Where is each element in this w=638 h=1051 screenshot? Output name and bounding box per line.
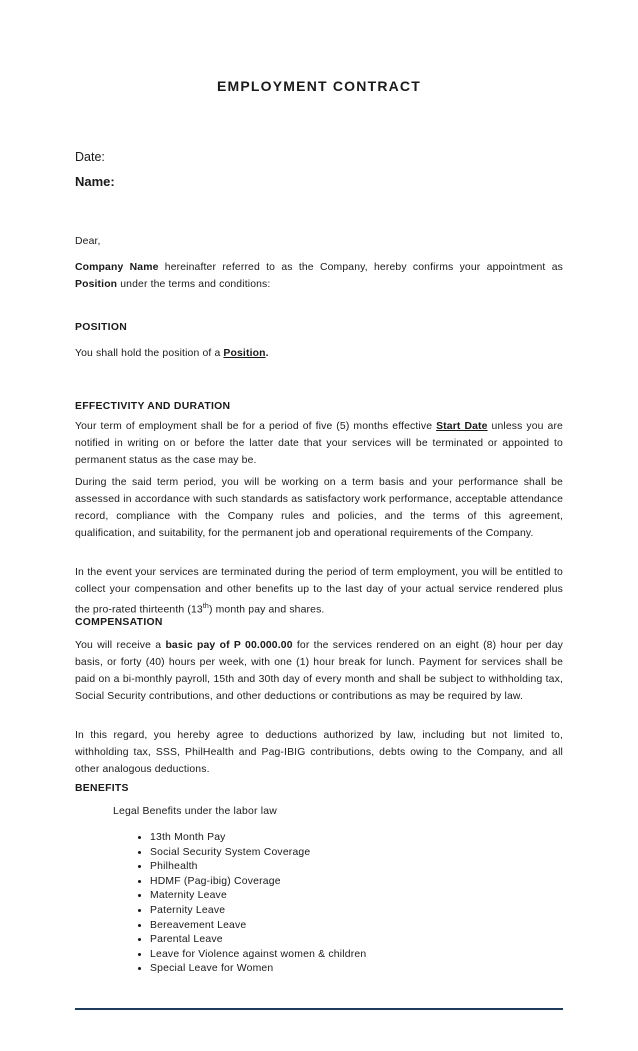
benefits-heading: BENEFITS: [75, 783, 129, 794]
list-item: • Bereavement Leave: [150, 919, 366, 934]
effectivity-paragraph-1: Your term of employment shall be for a period of five (5) months effective Start Date unless you are notified in writing on or before the latter date that your services will be terminated or appointed to permanent status as the case may be.: [75, 421, 563, 466]
start-date: Start Date: [436, 421, 488, 432]
document-title: EMPLOYMENT CONTRACT: [216, 78, 421, 94]
footer-rule: [75, 1008, 563, 1010]
benefits-list: [112, 831, 366, 977]
compensation-heading: COMPENSATION: [75, 617, 163, 628]
position-paragraph: You shall hold the position of a Position.: [75, 348, 269, 359]
company-name: Company Name: [75, 262, 159, 273]
list-item: • Maternity Leave: [150, 889, 366, 904]
list-item: • Philhealth: [150, 860, 366, 875]
benefits-intro: Legal Benefits under the labor law: [113, 806, 277, 817]
date-label: Date:: [75, 150, 105, 164]
list-item: • 13th Month Pay: [150, 831, 366, 846]
list-item: • Parental Leave: [150, 933, 366, 948]
effectivity-heading: EFFECTIVITY AND DURATION: [75, 401, 231, 412]
name-label: Name:: [75, 174, 115, 189]
effectivity-paragraph-3: In the event your services are terminated during the period of term employment, you will be entitled to collect your compensation and other benefits up to the last day of your actual service rendered plus the pro-rated thirteenth (13th) month pay and shares.: [75, 567, 563, 616]
list-item: • Paternity Leave: [150, 904, 366, 919]
effectivity-paragraph-2: During the said term period, you will be working on a term basis and your performance shall be assessed in accordance with such standards as satisfactory work performance, acceptable attendance record, compliance with the Company rules and policies, and the terms of this agreement, qualification, and suitability, for the permanent job and operational requirements of the Company.: [75, 477, 563, 539]
position-value: Position: [223, 348, 266, 359]
compensation-paragraph-1: You will receive a basic pay of P 00.000.00 for the services rendered on an eight (8) hour per day basis, or forty (40) hours per week, with one (1) hour break for lunch. Payment for services shall be paid on a bi-monthly payroll, 15th and 30th day of every month and shall be subject to withholding tax, Social Security contributions, and other deductions or contributions as may be required by law.: [75, 640, 563, 702]
position-heading: POSITION: [75, 322, 128, 333]
list-item: • HDMF (Pag-ibig) Coverage: [150, 875, 366, 890]
intro-position: Position: [75, 279, 118, 290]
list-item: • Leave for Violence against women & children: [150, 948, 366, 963]
intro-paragraph: Company Name hereinafter referred to as the Company, hereby confirms your appointment as Position under the terms and conditions:: [75, 262, 563, 290]
list-item: • Social Security System Coverage: [150, 846, 366, 861]
list-item: • Special Leave for Women: [150, 962, 366, 977]
salutation: Dear,: [75, 236, 101, 247]
compensation-paragraph-2: In this regard, you hereby agree to deductions authorized by law, including but not limited to, withholding tax, SSS, PhilHealth and Pag-IBIG contributions, debts owing to the Company, and all other analogous deductions.: [75, 730, 563, 775]
basic-pay: basic pay of P 00.000.00: [165, 640, 293, 651]
